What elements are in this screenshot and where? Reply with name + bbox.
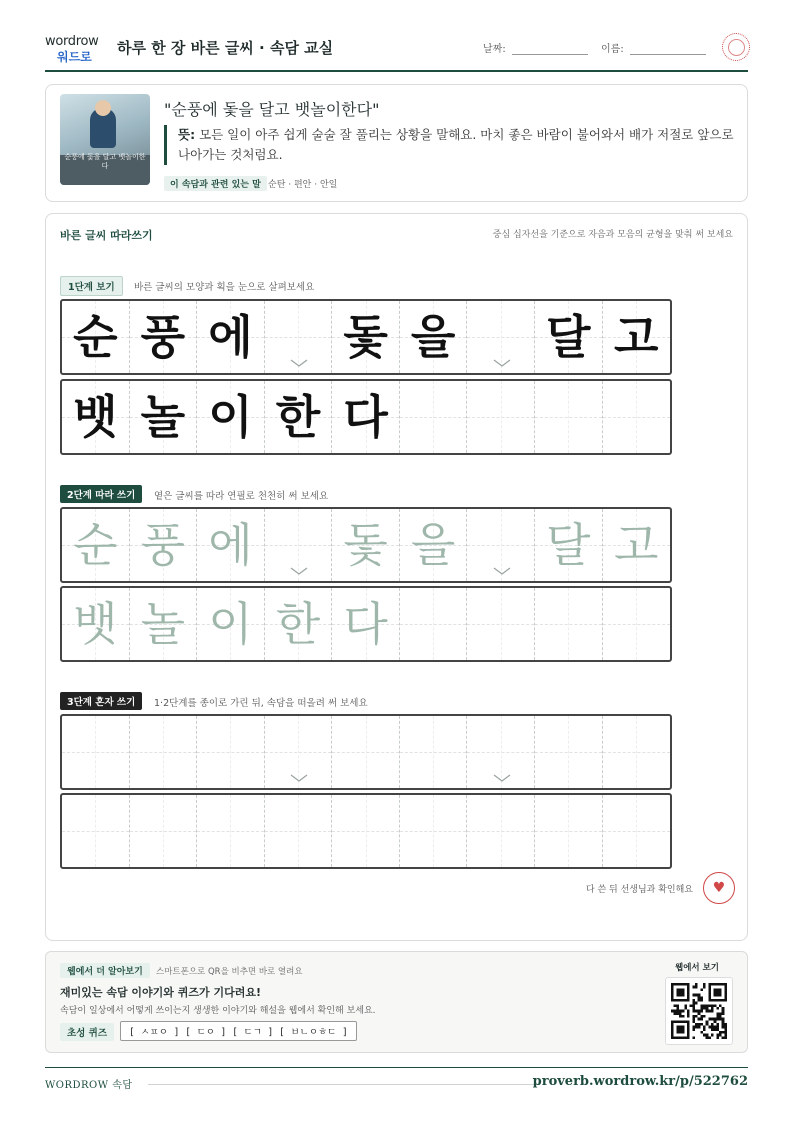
grid-glyph: 한 [275, 597, 321, 651]
grid-cell[interactable] [197, 381, 265, 453]
web-more-headline: 재미있는 속담 이야기와 퀴즈가 기다려요! [60, 986, 261, 999]
grid-cell[interactable] [535, 301, 603, 373]
grid-cell[interactable] [467, 381, 535, 453]
meaning-label: 뜻: [178, 127, 196, 142]
grid-cell[interactable] [467, 716, 535, 788]
grid-glyph: 뱃 [73, 597, 118, 651]
date-line[interactable] [512, 45, 588, 55]
grid-glyph: 을 [410, 518, 456, 572]
grid-cell[interactable] [265, 795, 333, 867]
grid-cell[interactable] [535, 381, 603, 453]
web-more-desc: 속담이 일상에서 어떻게 쓰이는지 생생한 이야기와 해설을 웹에서 확인해 보세요. [60, 1006, 376, 1016]
grid-glyph: 이 [208, 597, 253, 651]
grid-glyph: 돛 [343, 518, 388, 572]
grid-cell[interactable] [265, 301, 333, 373]
grid-glyph: 달 [546, 518, 591, 572]
chosung-quiz: [ ㅅㅍㅇ ] [ ㄷㅇ ] [ ㄷㄱ ] [ ㅂㄴㅇㅎㄷ ] [120, 1021, 357, 1041]
name-label: 이름: [601, 44, 624, 55]
grid-glyph: 돛 [343, 310, 388, 364]
web-view-label: 웹에서 보기 [674, 963, 719, 973]
grid-glyph: 고 [614, 310, 659, 364]
grid-cell[interactable] [62, 381, 130, 453]
step1-row1 [60, 299, 672, 375]
grid-cell[interactable] [130, 381, 198, 453]
grid-cell[interactable] [62, 301, 130, 373]
grid-cell[interactable] [130, 795, 198, 867]
grid-cell[interactable] [400, 301, 468, 373]
grid-glyph: 놀 [140, 597, 186, 651]
check-stamp-icon [722, 33, 750, 61]
grid-glyph: 다 [343, 390, 388, 444]
logo-sub: 워드로 [57, 50, 92, 64]
qr-code[interactable] [665, 977, 733, 1045]
step2-row1[interactable] [60, 507, 672, 583]
related-words: 순탄 · 편안 · 안일 [268, 180, 338, 190]
quiz-label: 초성 퀴즈 [60, 1023, 114, 1041]
grid-glyph: 순 [73, 518, 118, 572]
grid-cell[interactable] [197, 509, 265, 581]
grid-cell[interactable] [130, 588, 198, 660]
grid-cell[interactable] [603, 301, 671, 373]
grid-cell[interactable] [62, 588, 130, 660]
grid-glyph: 풍 [140, 310, 186, 364]
space-mark-icon [493, 359, 507, 367]
grid-cell[interactable] [400, 716, 468, 788]
grid-cell[interactable] [265, 381, 333, 453]
web-more-card [45, 951, 748, 1053]
proverb-card [45, 84, 748, 202]
proverb-meaning [164, 125, 734, 165]
meaning-text: 모든 일이 아주 쉽게 술술 잘 풀리는 상황을 말해요. 마치 좋은 바람이 불어와서 배가 저절로 앞으로 나아가는 것처럼요. [178, 127, 734, 162]
grid-cell[interactable] [332, 301, 400, 373]
step1-row2 [60, 379, 672, 455]
qr-hint: 스마트폰으로 QR을 비추면 바로 열려요 [156, 967, 303, 977]
step2-row2[interactable] [60, 586, 672, 662]
heart-stamp-icon: ♥ [703, 872, 735, 904]
grid-glyph: 고 [614, 518, 659, 572]
proverb-illustration [60, 94, 150, 185]
grid-glyph: 한 [275, 390, 321, 444]
grid-glyph: 뱃 [73, 390, 118, 444]
grid-cell[interactable] [197, 716, 265, 788]
step2-tag: 2단계 따라 쓰기 [60, 485, 142, 503]
date-label: 날짜: [483, 44, 506, 55]
grid-cell[interactable] [62, 509, 130, 581]
grid-cell[interactable] [332, 716, 400, 788]
page-header [45, 28, 748, 72]
grid-cell[interactable] [62, 795, 130, 867]
grid-cell[interactable] [467, 588, 535, 660]
check-note: 다 쓴 뒤 선생님과 확인해요 [585, 885, 693, 895]
practice-hint: 중심 십자선을 기준으로 자음과 모음의 균형을 맞춰 써 보세요 [492, 230, 733, 240]
date-field [483, 40, 588, 55]
grid-cell[interactable] [332, 381, 400, 453]
grid-glyph: 순 [73, 310, 118, 364]
grid-cell[interactable] [603, 588, 671, 660]
grid-glyph: 에 [208, 518, 253, 572]
grid-cell[interactable] [332, 588, 400, 660]
step1-desc: 바른 글씨의 모양과 획을 눈으로 살펴보세요 [134, 282, 315, 293]
footer-rule [148, 1084, 540, 1085]
grid-glyph: 풍 [140, 518, 186, 572]
grid-cell[interactable] [130, 716, 198, 788]
footer-brand: WORDROW 속담 [45, 1080, 133, 1091]
qr-code-icon [671, 983, 727, 1039]
grid-cell[interactable] [535, 716, 603, 788]
grid-cell[interactable] [603, 716, 671, 788]
space-mark-icon [493, 774, 507, 782]
person-head-shape [95, 100, 111, 116]
grid-cell[interactable] [332, 509, 400, 581]
step3-desc: 1·2단계를 종이로 가린 뒤, 속담을 떠올려 써 보세요 [154, 698, 368, 709]
space-mark-icon [290, 567, 304, 575]
wordrow-logo [45, 34, 109, 64]
practice-section [45, 213, 748, 941]
name-line[interactable] [630, 45, 706, 55]
grid-cell[interactable] [467, 509, 535, 581]
page-title: 하루 한 장 바른 글씨 · 속담 교실 [117, 39, 334, 57]
step3-tag: 3단계 혼자 쓰기 [60, 692, 142, 710]
grid-cell[interactable] [603, 795, 671, 867]
name-field [601, 40, 706, 55]
space-mark-icon [493, 567, 507, 575]
footer-divider [45, 1067, 748, 1068]
grid-cell[interactable] [265, 588, 333, 660]
footer-url[interactable]: proverb.wordrow.kr/p/522762 [532, 1074, 748, 1089]
grid-cell[interactable] [467, 795, 535, 867]
grid-cell[interactable] [603, 381, 671, 453]
grid-cell[interactable] [197, 301, 265, 373]
grid-cell[interactable] [603, 509, 671, 581]
grid-cell[interactable] [130, 509, 198, 581]
grid-cell[interactable] [535, 795, 603, 867]
grid-cell[interactable] [400, 509, 468, 581]
grid-glyph: 다 [343, 597, 388, 651]
grid-cell[interactable] [400, 795, 468, 867]
grid-cell[interactable] [400, 381, 468, 453]
grid-glyph: 을 [410, 310, 456, 364]
grid-cell[interactable] [130, 301, 198, 373]
grid-cell[interactable] [467, 301, 535, 373]
practice-title: 바른 글씨 따라쓰기 [60, 229, 153, 242]
step3-row1[interactable] [60, 714, 672, 790]
space-mark-icon [290, 359, 304, 367]
logo-text: wordrow [45, 34, 99, 49]
related-words-tag: 이 속담과 관련 있는 말 [164, 176, 267, 191]
grid-cell[interactable] [535, 588, 603, 660]
grid-cell[interactable] [535, 509, 603, 581]
grid-cell[interactable] [197, 588, 265, 660]
grid-cell[interactable] [400, 588, 468, 660]
grid-glyph: 에 [208, 310, 253, 364]
grid-cell[interactable] [62, 716, 130, 788]
step3-row2[interactable] [60, 793, 672, 869]
proverb-title: "순풍에 돛을 달고 뱃놀이한다" [164, 100, 380, 119]
web-more-tag: 웹에서 더 알아보기 [60, 963, 150, 978]
grid-cell[interactable] [265, 716, 333, 788]
step1-tag: 1단계 보기 [60, 276, 123, 296]
grid-cell[interactable] [265, 509, 333, 581]
grid-cell[interactable] [197, 795, 265, 867]
grid-glyph: 놀 [140, 390, 186, 444]
illustration-caption: 순풍에 돛을 달고 뱃놀이한다 [64, 153, 146, 170]
grid-cell[interactable] [332, 795, 400, 867]
step2-desc: 옅은 글씨를 따라 연필로 천천히 써 보세요 [154, 491, 329, 502]
space-mark-icon [290, 774, 304, 782]
grid-glyph: 이 [208, 390, 253, 444]
grid-glyph: 달 [546, 310, 591, 364]
